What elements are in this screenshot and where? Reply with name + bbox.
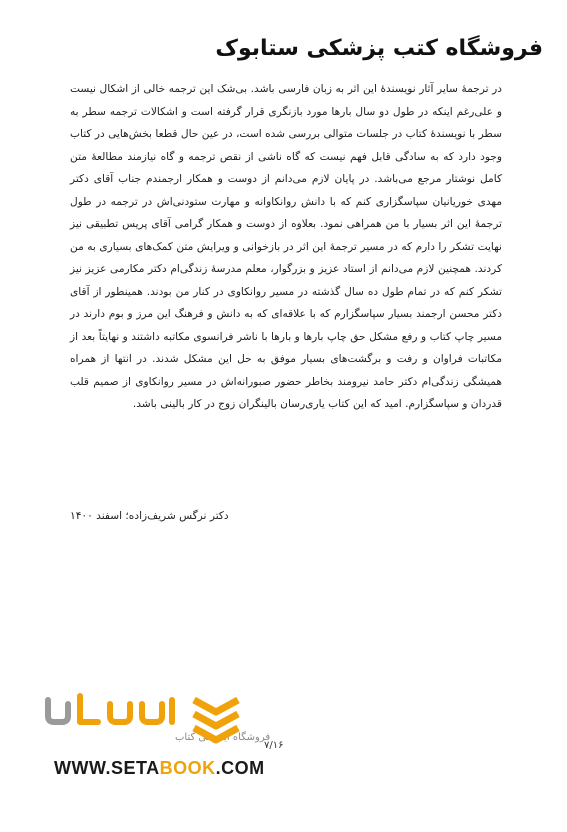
- website-accent: BOOK: [159, 758, 216, 778]
- website-suffix: .COM: [215, 758, 265, 778]
- author-signature: دکتر نرگس شریف‌زاده؛ اسفند ۱۴۰۰: [70, 510, 229, 522]
- body-paragraph-block: [70, 78, 502, 416]
- page-number: ۷/۱۶: [264, 740, 284, 751]
- website-prefix: WWW.SETA: [54, 758, 160, 778]
- logo-wordmark-strokes: [48, 696, 172, 722]
- website-url[interactable]: [54, 758, 265, 779]
- page-header-title: فروشگاه کتب پزشکی ستابوک: [215, 36, 543, 61]
- setabook-logo-graphic: [40, 690, 271, 750]
- setabook-logo: [40, 690, 271, 750]
- logo-tagline: فروشگاه اینترنتی کتاب: [175, 732, 271, 743]
- body-paragraph: در ترجمهٔ سایر آثار نویسندهٔ این اثر به زبان فارسی باشد. بی‌شک این ترجمه خالی از اشکال نیست و علی‌رغم اینکه در طول دو سال بارها مورد بازنگری قرار گرفته است و اشکالات ترجمه سطر به سطر با نویسندهٔ کتاب در جلسات متوالی بررسی شده است، در عین حال قطعا بخش‌هایی در کتاب وجود دارد که به سادگی قابل فهم نیست که گاه ناشی از نقص ترجمه و گاه نیازمند مطالعهٔ متن کامل نوشتار مرجع می‌باشد. در پایان لازم می‌دانم از دوست و همکار ارجمندم جناب آقای دکتر مهدی خوریانیان سپاسگزاری کنم که با دانش روانکاوانه و مهارت ستودنی‌اش در ترجمه در طول ترجمهٔ این اثر بسیار با من همراهی نمود. بعلاوه از دوست و همکار گرامی آقای پریس تطبیقی نیز نهایت تشکر را دارم که در مسیر ترجمهٔ این اثر در بازخوانی و ویرایش متن کمک‌های بسیاری به من کردند. همچنین لازم می‌دانم از استاد عزیز و بزرگوار، معلم مدرسهٔ زندگی‌ام دکتر مکارمی عزیز نیز تشکر کنم که در تمام طول ده سال گذشته در مسیر روانکاوی در کنار من بودند. همینطور از آقای دکتر محسن ارجمند بسیار سپاسگزارم که با علاقه‌ای که به دانش و فرهنگ این مرز و بوم دارند در مسیر چاپ کتاب و رفع مشکل حق چاپ بارها و بارها با ناشر فرانسوی مکاتبه داشتند و نهایتاً بعد از مکاتبات فراوان و رفت و برگشت‌های بسیار موفق به حل این مشکل شدند. در انتها از همراه همیشگی زندگی‌ام دکتر حامد نیرومند بخاطر حضور صبورانه‌اش در مسیر روانکاوی از صمیم قلب قدردان و سپاسگزارم. امید که این کتاب یاری‌رسان بالینگران زوج در کار بالینی باشد.: [70, 83, 502, 410]
